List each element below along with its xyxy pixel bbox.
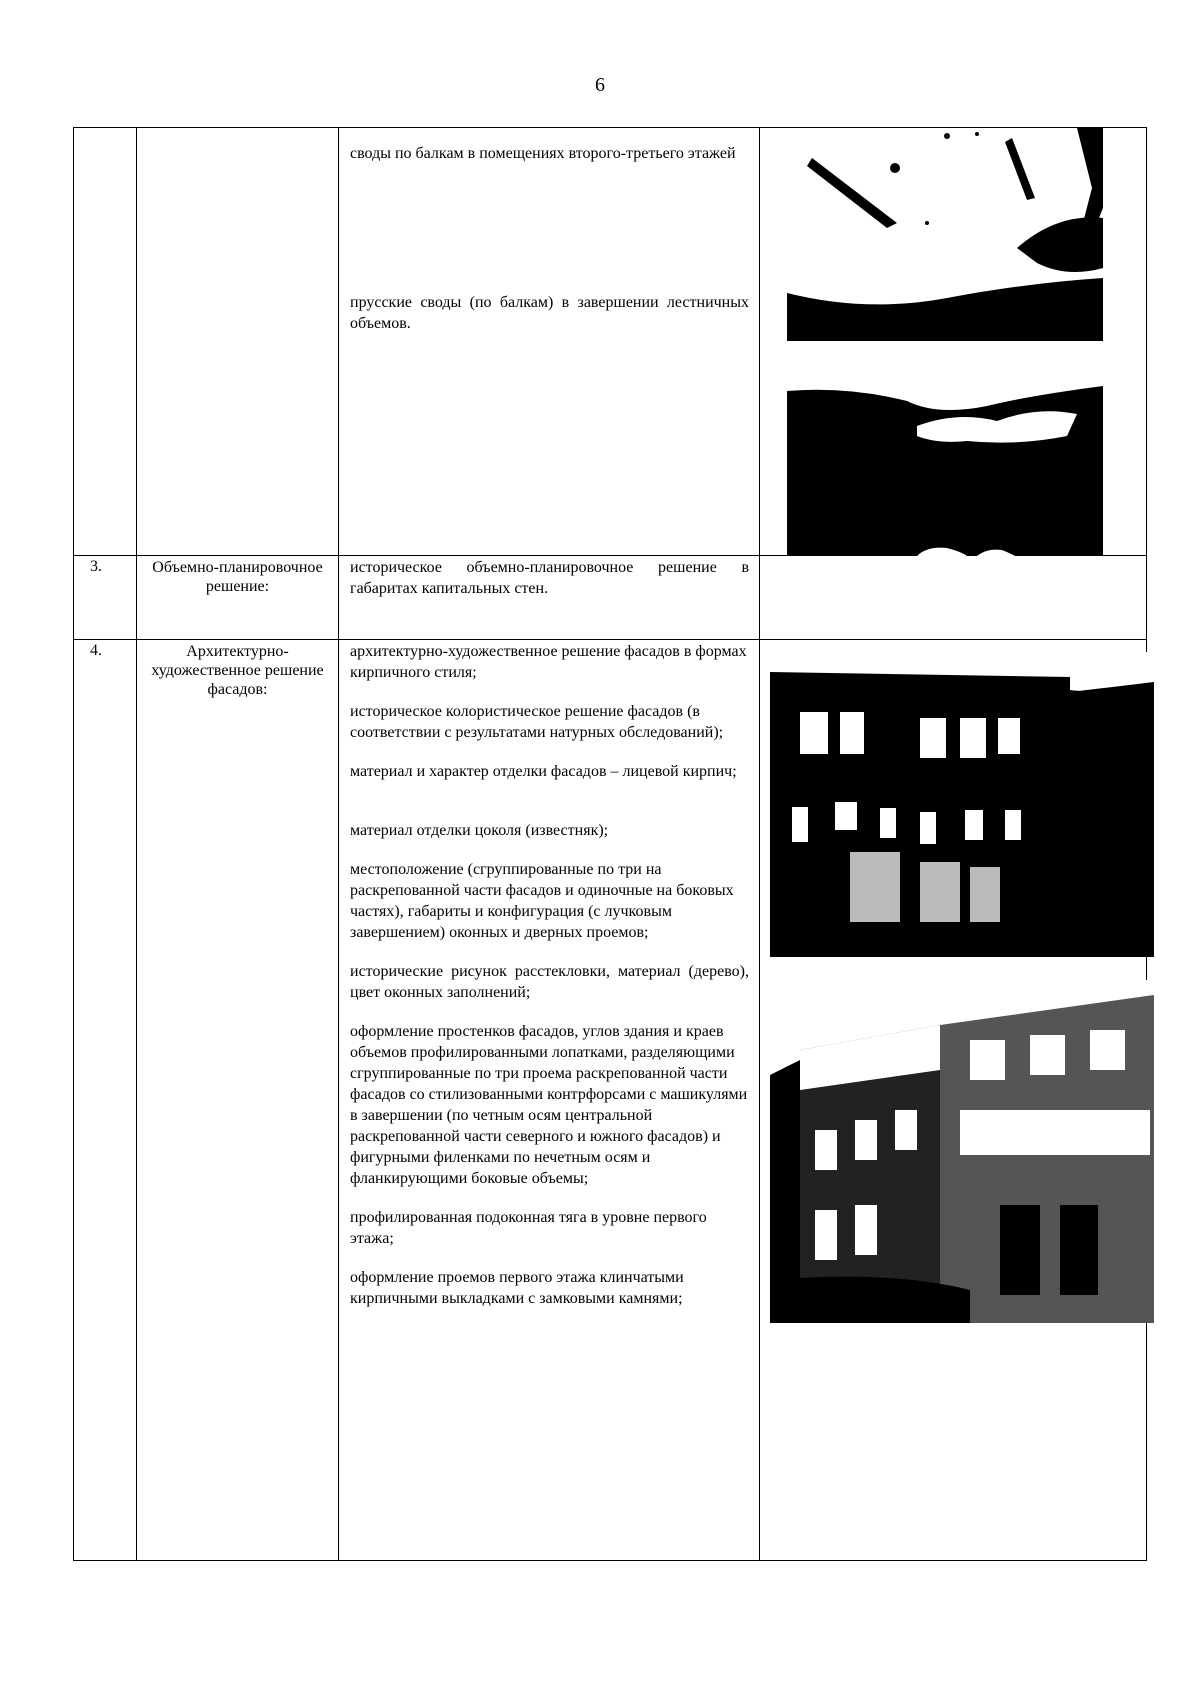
row-description bbox=[339, 128, 760, 556]
table-row bbox=[74, 640, 1147, 1561]
description-item: профилированная подоконная тяга в уровне первого этажа; bbox=[350, 1209, 707, 1247]
description-item: оформление простенков фасадов, углов здания и краев объемов профилированными лопатками, разделяющими сгруппированные по три проема раскрепованной части фасадов со стилизованными контрфорсами с машикулями в завершении (по четным осям центральной раскрепованной части северного и южного фасадов) и фигурными филенками по нечетным осям и фланкирующими боковые объемы; bbox=[350, 1023, 748, 1187]
description-item: историческое объемно-планировочное решение в габаритах капитальных стен. bbox=[350, 559, 749, 597]
row-number: 3. bbox=[74, 556, 137, 640]
page-number: 6 bbox=[595, 74, 605, 96]
description-item: местоположение (сгруппированные по три на раскрепованной части фасадов и одиночные на боковых частях), габариты и конфигурация (с лучковым завершением) оконных и дверных проемов; bbox=[350, 861, 734, 941]
description-item: материал и характер отделки фасадов – лицевой кирпич; bbox=[350, 763, 737, 780]
description-item: архитектурно-художественное решение фасадов в формах кирпичного стиля; bbox=[350, 643, 747, 681]
row-description bbox=[339, 640, 760, 1561]
table-row bbox=[74, 556, 1147, 640]
table-row bbox=[74, 128, 1147, 556]
facade-photo-1 bbox=[770, 652, 1154, 957]
row-number: 4. bbox=[74, 640, 137, 1561]
row-number bbox=[74, 128, 137, 556]
photo-cell bbox=[760, 128, 1147, 556]
description-item: оформление проемов первого этажа клинчатыми кирпичными выкладками с замковыми камнями; bbox=[350, 1269, 684, 1307]
document-table bbox=[73, 127, 1147, 1561]
description-item: историческое колористическое решение фасадов (в соответствии с результатами натурных обследований); bbox=[350, 703, 724, 741]
ceiling-vault-photo bbox=[787, 128, 1103, 341]
facade-photo-2 bbox=[770, 980, 1154, 1323]
row-title bbox=[137, 128, 339, 556]
photo-cell bbox=[760, 640, 1147, 1561]
stair-vault-photo bbox=[787, 366, 1103, 556]
row-description bbox=[339, 556, 760, 640]
row-title: Архитектурно-художественное решение фасадов: bbox=[137, 640, 339, 1561]
description-item: исторические рисунок расстекловки, материал (дерево), цвет оконных заполнений; bbox=[350, 963, 749, 1001]
description-item: материал отделки цоколя (известняк); bbox=[350, 822, 609, 839]
photo-cell bbox=[760, 556, 1147, 640]
description-item: прусские своды (по балкам) в завершении лестничных объемов. bbox=[350, 294, 749, 332]
row-title: Объемно-планировочное решение: bbox=[137, 556, 339, 640]
description-item: своды по балкам в помещениях второго-третьего этажей bbox=[350, 145, 736, 162]
